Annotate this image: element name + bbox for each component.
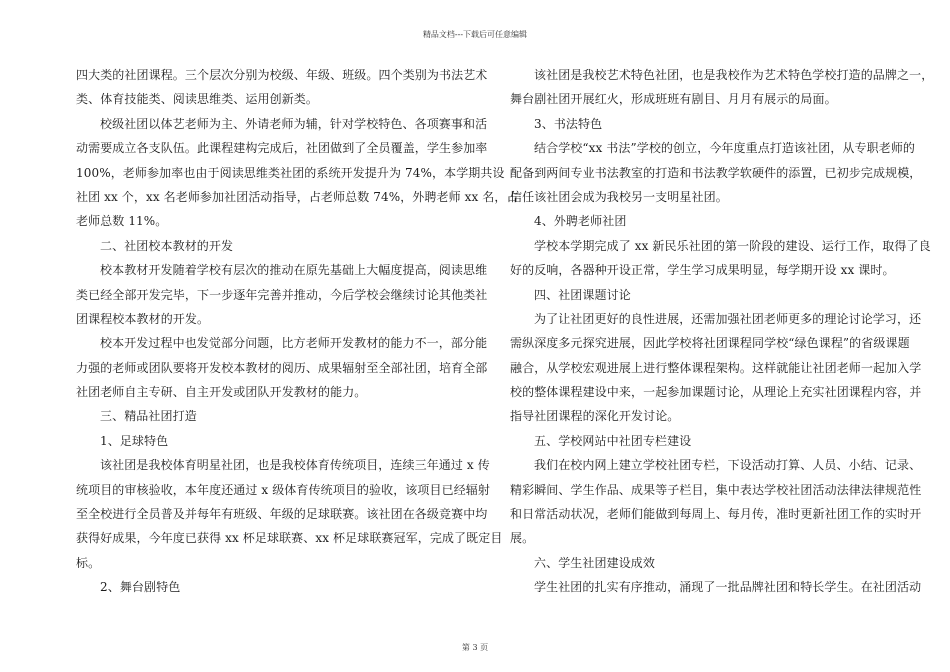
text-line: 3、书法特色 <box>534 116 603 131</box>
text-line: 团课程校本教材的开发。 <box>76 311 210 326</box>
text-line: 精彩瞬间、学生作品、成果等子栏目，集中表达学校社团活动法律法律规范性 <box>510 482 922 497</box>
text-line: 老师总数 11%。 <box>76 214 168 229</box>
text-line: 学生社团的扎实有序推动，涌现了一批品牌社团和特长学生。在社团活动 <box>534 580 922 595</box>
text-line: 为了让社团更好的良性进展，还需加强社团老师更多的理论讨论学习，还 <box>534 311 922 326</box>
text-line: 融合，从学校宏观进展上进行整体课程架构。这样就能让社团老师一起加入学 <box>510 360 922 375</box>
text-line: 展。 <box>510 531 535 546</box>
text-line: 力强的老师或团队要将开发校本教材的阅历、成果辐射至全部社团，培育全部 <box>76 360 488 375</box>
text-line: 学校本学期完成了 xx 新民乐社团的第一阶段的建设、运行工作，取得了良 <box>534 238 931 253</box>
text-line: 校级社团以体艺老师为主、外请老师为辅，针对学校特色、各项赛事和活 <box>100 116 488 131</box>
text-line: 校的整体课程建设中来，一起参加课题讨论，从理论上充实社团课程内容，并 <box>510 385 922 400</box>
text-line: 舞台剧社团开展红火，形成班班有剧目、月月有展示的局面。 <box>510 92 837 107</box>
text-line: 指导社团课程的深化开发讨论。 <box>510 409 680 424</box>
text-line: 四、社团课题讨论 <box>534 287 631 302</box>
text-line: 二、社团校本教材的开发 <box>100 238 234 253</box>
text-line: 4、外聘老师社团 <box>534 214 627 229</box>
text-line: 校本教材开发随着学校有层次的推动在原先基础上大幅度提高，阅读思维 <box>100 263 488 278</box>
page-header: 精品文档---下载后可任意编辑 <box>422 30 528 39</box>
text-line: 类已经全部开发完毕，下一步逐年完善并推动，今后学校会继续讨论其他类社 <box>76 287 488 302</box>
text-line: 类、体育技能类、阅读思维类、运用创新类。 <box>76 92 319 107</box>
text-line: 四大类的社团课程。三个层次分别为校级、年级、班级。四个类别为书法艺术 <box>76 68 488 82</box>
text-line: 动需要成立各支队伍。此课程建构完成后，社团做到了全员覆盖，学生参加率 <box>76 141 488 156</box>
text-line: 统项目的审核验收，本年度还通过 x 级体育传统项目的验收，该项目已经辐射 <box>76 482 490 497</box>
text-line: 我们在校内网上建立学校社团专栏，下设活动打算、人员、小结、记录、 <box>534 458 922 473</box>
text-line: 需纵深度多元探究进展，因此学校将社团课程同学校“绿色课程”的省级课题 <box>510 336 910 351</box>
text-line: 六、学生社团建设成效 <box>534 555 656 570</box>
text-line: 该社团是我校艺术特色社团，也是我校作为艺术特色学校打造的品牌之一， <box>534 68 934 82</box>
text-line: 配备到两间专业书法教室的打造和书法教学软硬件的添置，已初步完成规模， <box>510 165 922 180</box>
text-line: 2、舞台剧特色 <box>100 580 181 595</box>
text-line: 信任该社团会成为我校另一支明星社团。 <box>510 189 728 204</box>
page-number: 第 3 页 <box>461 643 489 652</box>
text-line: 该社团是我校体育明星社团，也是我校体育传统项目，连续三年通过 x 传 <box>100 458 490 473</box>
text-line: 1、足球特色 <box>100 433 169 448</box>
text-line: 社团 xx 个，xx 名老师参加社团活动指导，占老师总数 74%，外聘老师 xx 名，占 <box>76 189 519 204</box>
text-line: 至全校进行全员普及并每年有班级、年级的足球联赛。该社团在各级竞赛中均 <box>76 507 488 522</box>
text-line: 校本开发过程中也发觉部分问题，比方老师开发教材的能力不一，部分能 <box>100 336 488 351</box>
left-column <box>76 63 519 600</box>
text-line: 五、学校网站中社团专栏建设 <box>534 433 692 448</box>
text-line: 社团老师自主专研、自主开发或团队开发教材的能力。 <box>76 385 367 400</box>
text-line: 100%，老师参加率也由于阅读思维类社团的系统开发提升为 74%，本学期共设 <box>76 165 505 180</box>
text-line: 获得好成果，今年度已获得 xx 杯足球联赛、xx 杯足球联赛冠军，完成了既定目 <box>76 531 503 546</box>
right-column <box>510 63 934 600</box>
text-line: 标。 <box>76 555 101 570</box>
text-line: 三、精品社团打造 <box>100 409 197 424</box>
text-line: 好的反响，各器种开设正常，学生学习成果明显，每学期开设 xx 课时。 <box>510 263 895 278</box>
text-line: 和日常活动状况，老师们能做到每周上、每月传，准时更新社团工作的实时开 <box>510 507 922 522</box>
text-line: 结合学校“xx 书法”学校的创立，今年度重点打造该社团，从专职老师的 <box>534 141 916 156</box>
